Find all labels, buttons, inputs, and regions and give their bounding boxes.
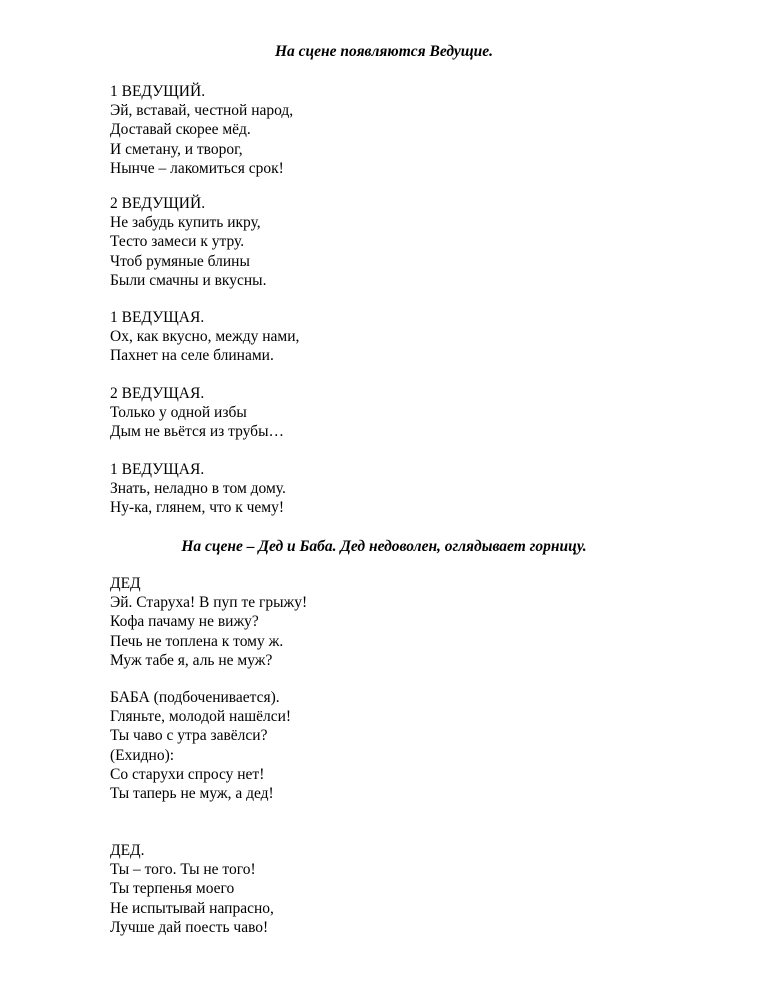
verse-line: Ну-ка, глянем, что к чему! [110,499,284,517]
verse-line: Дым не вьётся из трубы… [110,423,284,441]
speech-block-4 [110,384,710,442]
speech-block-7 [110,688,710,803]
verse-line: Пахнет на селе блинами. [110,347,274,365]
verse-line: Ох, как вкусно, между нами, [110,328,300,346]
verse-line: Не испытывай напрасно, [110,899,274,917]
verse-line: (Ехидно): [110,746,175,764]
speaker-name: ДЕД [110,575,141,592]
speaker-name: 1 ВЕДУЩАЯ. [110,461,205,478]
verse-line: Кофа пачаму не вижу? [110,613,259,631]
verse-line: Чтоб румяные блины [110,252,250,270]
speaker-name: ДЕД. [110,842,145,859]
verse-line: И сметану, и творог, [110,140,243,158]
verse-line: Эй, вставай, честной народ, [110,102,294,120]
verse-line: Эй. Старуха! В пуп те грыжу! [110,594,308,612]
verse-line: Гляньте, молодой нашёлси! [110,708,292,726]
verse-line: Нынче – лакомиться срок! [110,159,284,177]
verse-line: Ты – того. Ты не того! [110,861,256,879]
speech-block-8 [110,841,710,937]
verse-line: Печь не топлена к тому ж. [110,632,284,650]
verse-line: Знать, неладно в том дому. [110,480,286,498]
speech-block-2 [110,194,710,290]
speech-block-6 [110,574,710,670]
speaker-name: 2 ВЕДУЩАЯ. [110,385,205,402]
verse-line: Не забудь купить икру, [110,214,261,232]
verse-line: Только у одной избы [110,404,247,422]
speaker-name: 1 ВЕДУЩИЙ. [110,83,206,100]
verse-line: Ты чаво с утра завёлси? [110,727,268,745]
speaker-name: 1 ВЕДУЩАЯ. [110,309,205,326]
speech-block-5 [110,460,710,518]
stage-direction-heading: На сцене появляются Ведущие. [274,43,494,60]
verse-line: Муж табе я, аль не муж? [110,651,273,669]
verse-line: Со старухи спросу нет! [110,765,265,783]
verse-line: Лучше дай поесть чаво! [110,918,269,936]
verse-line: Ты таперь не муж, а дед! [110,785,274,803]
stage-direction-heading: На сцене – Дед и Баба. Дед недоволен, оглядывает горницу. [181,538,587,555]
speaker-name: БАБА (подбоченивается). [110,689,280,706]
verse-line: Ты терпенья моего [110,880,235,898]
speech-block-3 [110,308,710,366]
verse-line: Тесто замеси к утру. [110,233,245,251]
speech-block-1 [110,82,710,178]
speaker-name: 2 ВЕДУЩИЙ. [110,195,206,212]
verse-line: Были смачны и вкусны. [110,271,267,289]
verse-line: Доставай скорее мёд. [110,121,251,139]
